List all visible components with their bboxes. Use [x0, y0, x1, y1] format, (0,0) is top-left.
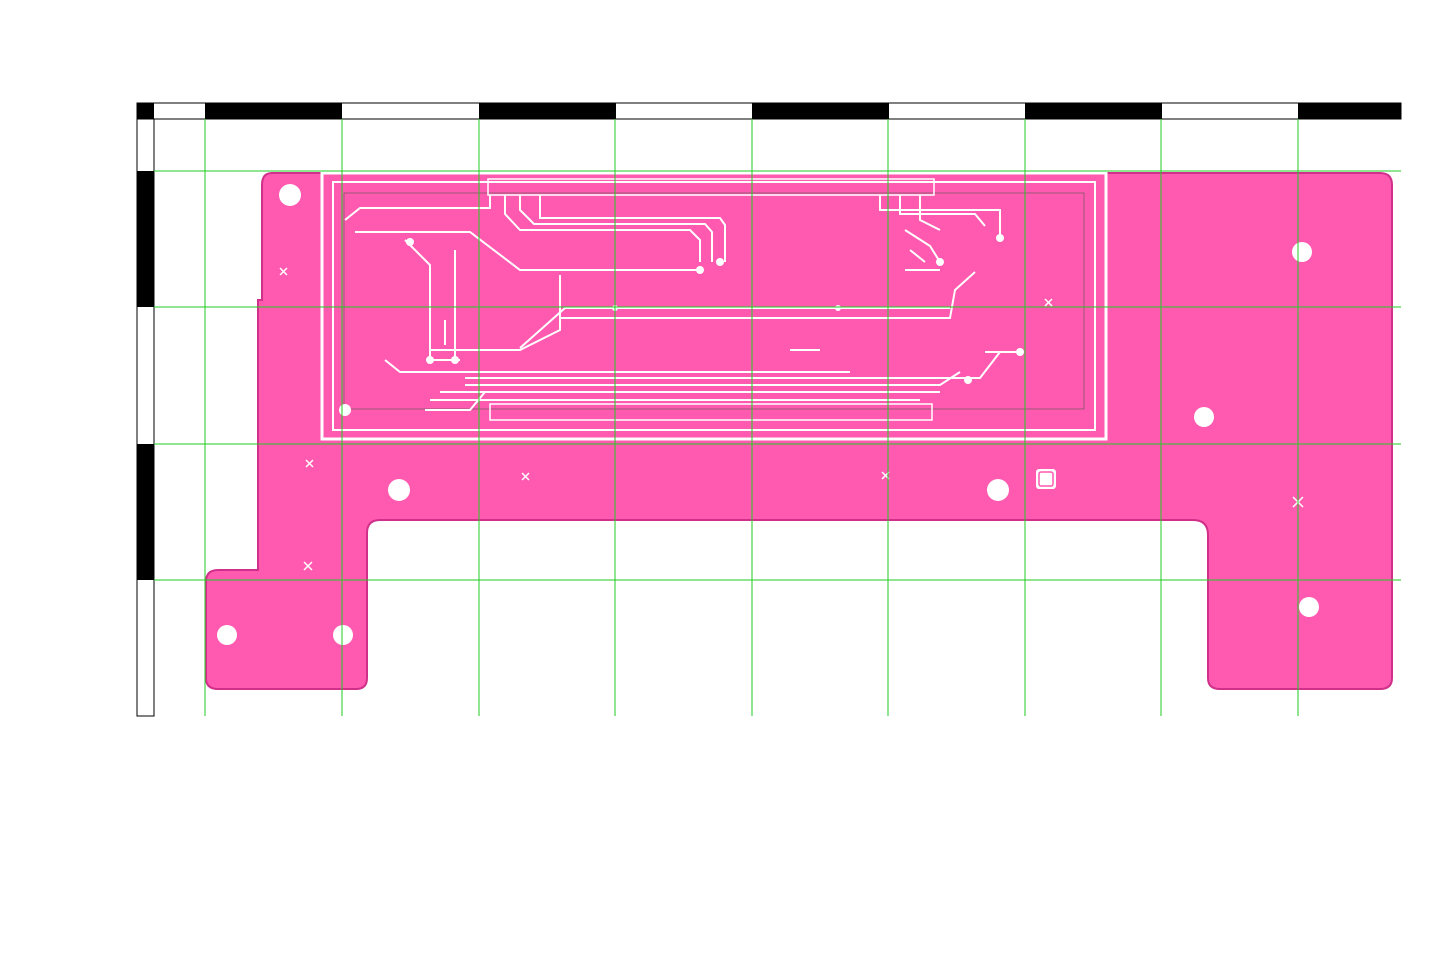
- row-cell-3: [137, 444, 154, 580]
- col-cell-e: [752, 103, 889, 119]
- col-cell-c: [479, 103, 616, 119]
- col-cell-g: [1025, 103, 1162, 119]
- pcb-board: [206, 173, 1392, 689]
- row-cell-1: [137, 171, 154, 307]
- col-cell-i: [1298, 103, 1401, 119]
- col-cell-a: [205, 103, 342, 119]
- column-header-corner: [137, 103, 154, 119]
